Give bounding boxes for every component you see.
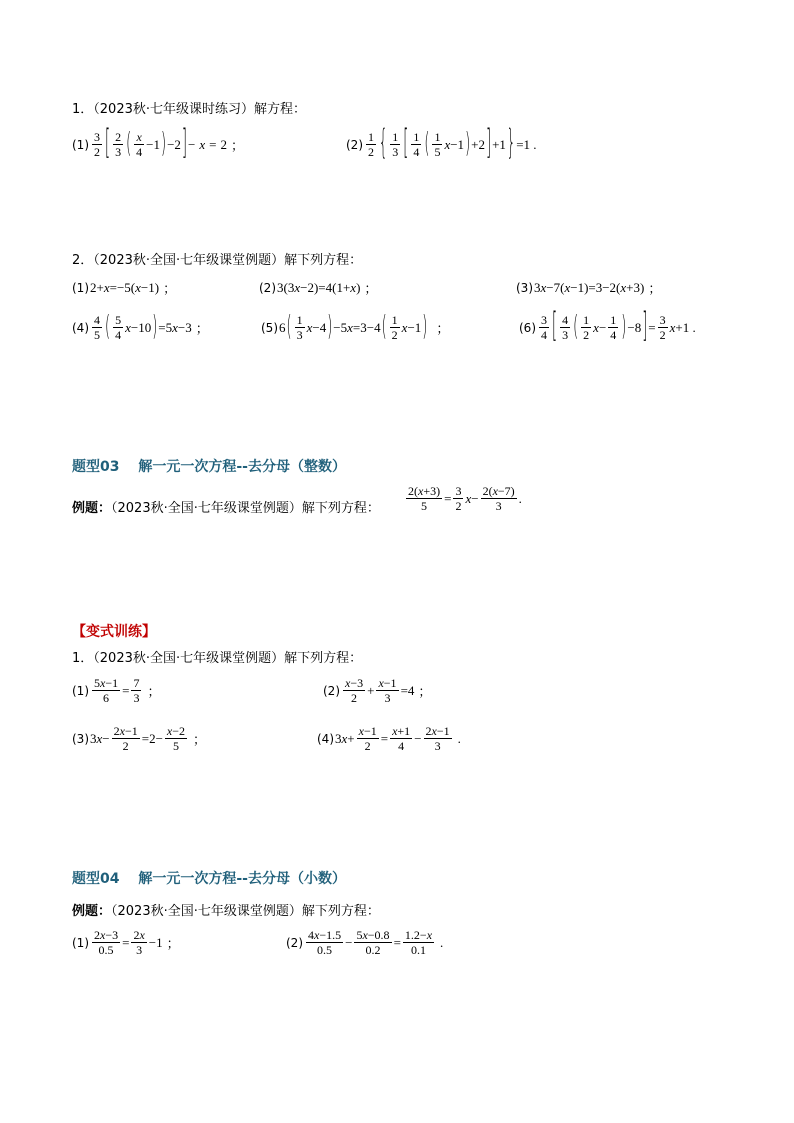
q1-equation-1: (1) $\frac{3}{2}$ [ $\frac{2}{3}$ ( $\frac{x}{4}$ −1 ) −2 ] − x = 2 ； [72, 125, 244, 164]
type04-example: 例题：（2023秋·全国·七年级课堂例题）解下列方程： [72, 904, 380, 919]
variant-equation-2: (2) $\frac{x-3}{2}$ + $\frac{x-1}{3}$ =4 ； [323, 676, 432, 705]
q2-equation-5: (5) 6 ( $\frac{1}{3}$ x −4 ) −5 x =3−4 ( $\frac{1}{2}$ x −1 ) ； [261, 311, 450, 344]
variant-equation-4: (4) 3 x + $\frac{x-1}{2}$ = $\frac{x+1}{4}$ − $\frac{2x-1}{3}$ . [317, 724, 461, 753]
type03-equation: $\frac{2(x+3)}{5}$ = $\frac{3}{2}$ x − $\frac{2(x-7)}{3}$ . [408, 484, 522, 513]
type03-heading: 题型03 解一元一次方程--去分母（整数） [72, 459, 346, 475]
type04-equation-2: (2) $\frac{4x-1.5}{0.5}$ − $\frac{5x-0.8}{0.2}$ = $\frac{1.2-x}{0.1}$ . [286, 928, 444, 957]
q2-equation-3: (3) 3 x −7( x −1)=3−2( x +3) ； [516, 279, 662, 296]
q1-equation-2: (2) $\frac{1}{2}$ { $\frac{1}{3}$ [ $\frac{1}{4}$ ( $\frac{1}{5}$ x −1 ) +2 ] +1 } =1 . [346, 125, 537, 164]
q2-equation-6: (6) $\frac{3}{4}$ [ $\frac{4}{3}$ ( $\frac{1}{2}$ x − $\frac{1}{4}$ ) −8 ] = $\frac{3}{2}$ x +1 . [519, 308, 696, 347]
q2-title: 2．（2023秋·全国·七年级课堂例题）解下列方程： [72, 253, 363, 268]
variant-tag: 【变式训练】 [72, 624, 156, 640]
q1-part1-label: (1) [72, 137, 89, 152]
type04-equation-1: (1) $\frac{2x-3}{0.5}$ = $\frac{2x}{3}$ −1 ； [72, 928, 180, 957]
variant-equation-3: (3) 3 x − $\frac{2x-1}{2}$ =2− $\frac{x-2}{5}$ ； [72, 724, 207, 753]
variant-equation-1: (1) $\frac{5x-1}{6}$ = $\frac{7}{3}$ ； [72, 676, 161, 705]
type04-heading: 题型04 解一元一次方程--去分母（小数） [72, 871, 346, 887]
q1-part2-label: (2) [346, 137, 363, 152]
type03-example: 例题：（2023秋·全国·七年级课堂例题）解下列方程： [72, 501, 380, 516]
q2-equation-4: (4) $\frac{4}{5}$ ( $\frac{5}{4}$ x −10 ) =5 x −3 ； [72, 311, 209, 344]
q2-equation-2: (2) 3(3 x −2)=4(1+ x ) ； [259, 279, 378, 296]
variant-title: 1．（2023秋·全国·七年级课堂例题）解下列方程： [72, 651, 363, 666]
q2-equation-1: (1) 2+ x =−5( x −1) ； [72, 279, 177, 296]
q1-title: 1．（2023秋·七年级课时练习）解方程： [72, 102, 306, 117]
